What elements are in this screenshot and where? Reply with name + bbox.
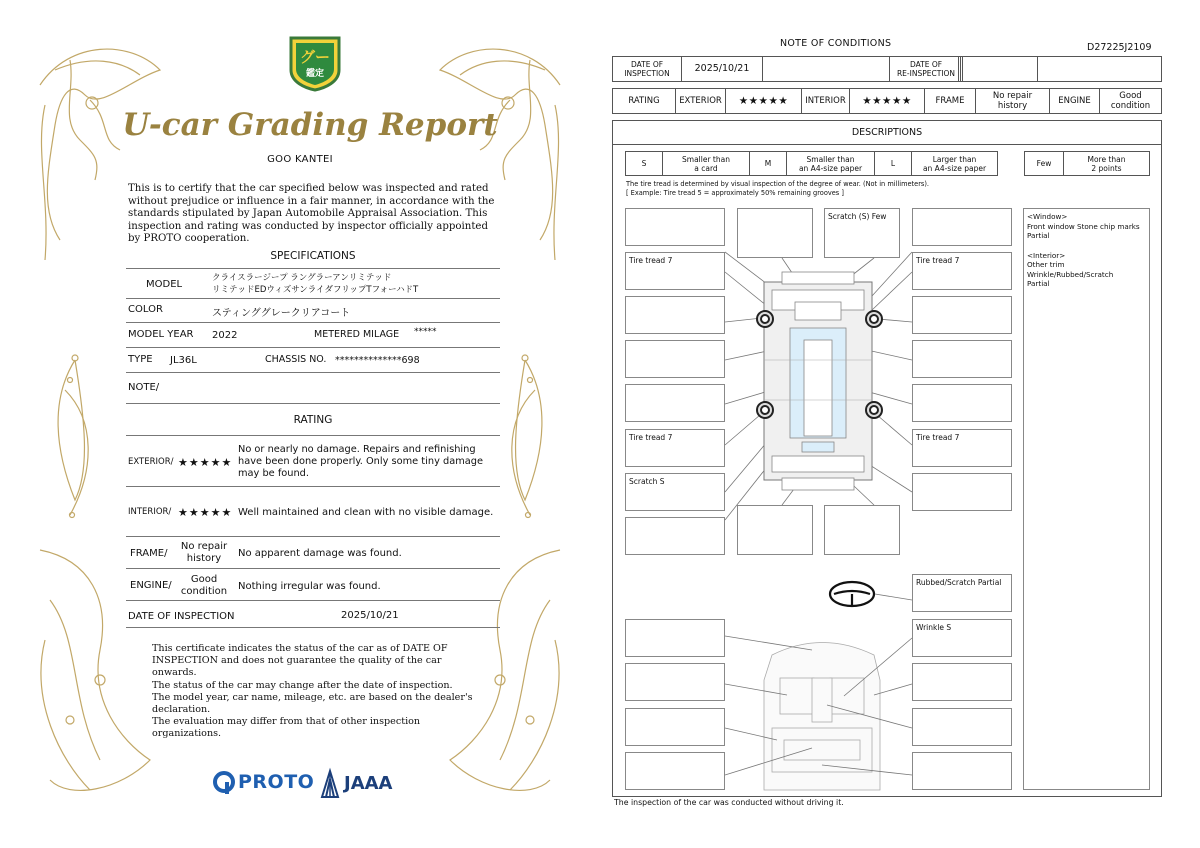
legend-l-text-line-1: Larger than: [932, 154, 977, 164]
svg-text:鑑定: 鑑定: [305, 69, 325, 79]
engine-header: ENGINE: [1049, 88, 1100, 114]
divider: [126, 298, 500, 299]
empty-cell: [762, 56, 890, 82]
note-of-conditions-sheet: [600, 0, 1200, 848]
legend-m: M: [749, 151, 787, 176]
legend-s: S: [625, 151, 663, 176]
model-year-value: 2022: [212, 330, 238, 341]
document-id: D27225J2109: [1087, 42, 1152, 53]
note-box-scratch-few: Scratch (S) Few: [824, 208, 900, 258]
side-note-line: <Interior>: [1027, 250, 1066, 260]
divider: [126, 627, 500, 628]
footnote-line: declaration.: [152, 704, 211, 716]
chassis-label: CHASSIS NO.: [265, 354, 327, 365]
note-box-steering: Rubbed/Scratch Partial: [912, 574, 1012, 612]
legend-l: L: [874, 151, 912, 176]
engine-value-line-2: condition: [1110, 101, 1151, 111]
svg-text:グー: グー: [299, 48, 331, 66]
sheet-footer: The inspection of the car was conducted without driving it.: [614, 798, 844, 807]
divider: [126, 347, 500, 348]
date-of-inspection-header-line-2: INSPECTION: [624, 69, 670, 78]
certification-statement: This is to certify that the car specified below was inspected and rated without prejudice or influence in a fair manner, in accordance with the standards stipulated by Japan Automobile Appraisal Association. This inspection and rating was conducted by inspector officially appointed by PROTO cooperation.: [128, 183, 495, 245]
jaaa-logo-icon: [318, 769, 342, 799]
spacer: [1027, 241, 1146, 251]
note-box-tire-rear-right: Tire tread 7: [912, 429, 1012, 467]
footnote-line: The status of the car may change after the date of inspection.: [152, 679, 453, 691]
mileage-label: METERED MILAGE: [314, 329, 400, 340]
tire-note-line-2: [ Example: Tire tread 5 = approximately 50% remaining grooves ]: [626, 189, 844, 197]
divider: [126, 322, 500, 323]
note-box-scratch-s: Scratch S: [625, 473, 725, 511]
empty-cell: [1037, 56, 1162, 82]
legend-l-text: [911, 151, 998, 176]
side-note-line: Partial: [1027, 231, 1050, 240]
note-label: NOTE/: [128, 382, 160, 393]
divider: [126, 372, 500, 373]
re-inspection-cell: [962, 56, 1038, 82]
proto-logo-text: PROTO: [238, 771, 315, 793]
legend-few: Few: [1024, 151, 1064, 176]
date-of-inspection-header: [612, 56, 682, 82]
exterior-stars: ★★★★★: [178, 456, 233, 469]
date-of-inspection-cell: 2025/10/21: [681, 56, 763, 82]
divider: [126, 435, 500, 436]
frame-value-cell: [975, 88, 1050, 114]
engine-description: Nothing irregular was found.: [238, 581, 381, 592]
svg-text:U-car Grading Report: U-car Grading Report: [122, 107, 498, 143]
model-value-line-1: クライスラージープ ラングラーアンリミテッド: [212, 273, 392, 283]
exterior-stars-cell: ★★★★★: [725, 88, 802, 114]
frame-value-line-1: No repair: [992, 91, 1033, 101]
engine-value-line-2: condition: [180, 586, 228, 597]
legend-m-text-line-1: Smaller than: [806, 154, 855, 164]
footnote-line: The evaluation may differ from that of other inspection organizations.: [152, 716, 421, 740]
model-label: MODEL: [146, 279, 183, 290]
legend-s-text-line-2: a card: [694, 163, 718, 173]
frame-header: FRAME: [924, 88, 976, 114]
side-notes-panel: [1023, 208, 1150, 790]
divider: [126, 268, 500, 269]
legend-more: [1063, 151, 1150, 176]
exterior-label: EXTERIOR/: [128, 457, 174, 467]
side-note-line: Wrinkle/Rubbed/Scratch: [1027, 269, 1114, 279]
descriptions-heading: DESCRIPTIONS: [612, 120, 1162, 145]
frame-value-line-2: history: [186, 553, 222, 564]
legend-s-text: [662, 151, 750, 176]
legend-l-text-line-2: an A4-size paper: [922, 163, 987, 173]
legend-m-text: [786, 151, 875, 176]
engine-label: ENGINE/: [130, 580, 172, 591]
color-value: スティンググレークリアコート: [212, 308, 351, 319]
legend-more-line-1: More than: [1087, 154, 1126, 164]
side-note-line: Front window Stone chip marks: [1027, 221, 1140, 231]
re-inspection-header: [889, 56, 963, 82]
legend-s-text-line-1: Smaller than: [682, 154, 730, 164]
exterior-description: No or nearly no damage. Repairs and refinishing have been done properly. Only some tiny damage may be found.: [238, 444, 483, 479]
tire-note-line-1: The tire tread is determined by visual inspection of the degree of wear. (Not in millimeters).: [626, 180, 930, 188]
date-of-inspection-label: DATE OF INSPECTION: [128, 611, 235, 622]
report-title: [122, 103, 498, 145]
engine-value: [174, 574, 234, 598]
divider: [126, 600, 500, 601]
engine-value-line-1: Good: [1119, 91, 1142, 101]
interior-description: Well maintained and clean with no visible damage.: [238, 507, 494, 518]
color-label: COLOR: [128, 304, 163, 315]
side-note-line: Partial: [1027, 279, 1050, 288]
exterior-header: EXTERIOR: [675, 88, 726, 114]
frame-value: [174, 541, 234, 565]
date-of-inspection-header-line-1: DATE OF: [630, 60, 664, 69]
date-of-inspection-value: 2025/10/21: [341, 610, 399, 621]
frame-value-line-2: history: [997, 101, 1028, 111]
note-box-tire-front-right: Tire tread 7: [912, 252, 1012, 290]
frame-description: No apparent damage was found.: [238, 548, 402, 559]
note-box-tire-front-left: Tire tread 7: [625, 252, 725, 290]
note-box-tire-rear-left: Tire tread 7: [625, 429, 725, 467]
divider: [126, 568, 500, 569]
type-value: JL36L: [170, 355, 197, 366]
divider: [126, 486, 500, 487]
type-label: TYPE: [128, 354, 153, 365]
model-year-label: MODEL YEAR: [128, 329, 194, 340]
interior-stars: ★★★★★: [178, 506, 233, 519]
footnote-line: This certificate indicates the status of the car as of DATE OF: [152, 643, 448, 654]
proto-logo-icon: [212, 770, 236, 796]
certificate-footnote: [152, 643, 482, 741]
legend-more-line-2: 2 points: [1091, 163, 1122, 173]
re-inspection-header-line-1: DATE OF: [909, 60, 943, 69]
sheet-title: NOTE OF CONDITIONS: [780, 38, 892, 49]
re-inspection-header-line-2: RE-INSPECTION: [896, 69, 956, 78]
goo-kantei-label: GOO KANTEI: [267, 154, 333, 165]
car-exterior-diagram: [612, 200, 1032, 800]
rating-header: RATING: [612, 88, 676, 114]
mileage-value: *****: [414, 327, 437, 337]
chassis-value: **************698: [335, 355, 420, 366]
divider: [126, 403, 500, 404]
note-box-wrinkle: Wrinkle S: [912, 619, 1012, 657]
divider: [126, 536, 500, 537]
specifications-heading: SPECIFICATIONS: [270, 250, 356, 262]
rating-heading: RATING: [293, 414, 333, 426]
interior-stars-cell: ★★★★★: [849, 88, 925, 114]
goo-kantei-badge-icon: [285, 32, 345, 92]
interior-label: INTERIOR/: [128, 507, 172, 517]
car-body-top-view: [764, 272, 872, 490]
jaaa-logo-text: JAAA: [344, 773, 393, 794]
footnote-line: INSPECTION and does not guarantee the quality of the car onwards.: [152, 655, 442, 679]
footnote-line: The model year, car name, mileage, etc. are based on the dealer's: [152, 691, 473, 703]
legend-m-text-line-2: an A4-size paper: [798, 163, 863, 173]
interior-header: INTERIOR: [801, 88, 850, 114]
frame-label: FRAME/: [130, 548, 168, 559]
engine-value-cell: [1099, 88, 1162, 114]
side-note-line: Other trim: [1027, 260, 1065, 269]
side-note-line: <Window>: [1027, 212, 1068, 221]
engine-value-line-1: Good: [190, 574, 218, 585]
model-value-line-2: リミテッドEDウィズサンライダフリップTフォーハドT: [212, 285, 419, 295]
car-interior-diagram: [764, 643, 880, 791]
frame-value-line-1: No repair: [180, 541, 228, 552]
steering-wheel-icon: [830, 582, 874, 606]
